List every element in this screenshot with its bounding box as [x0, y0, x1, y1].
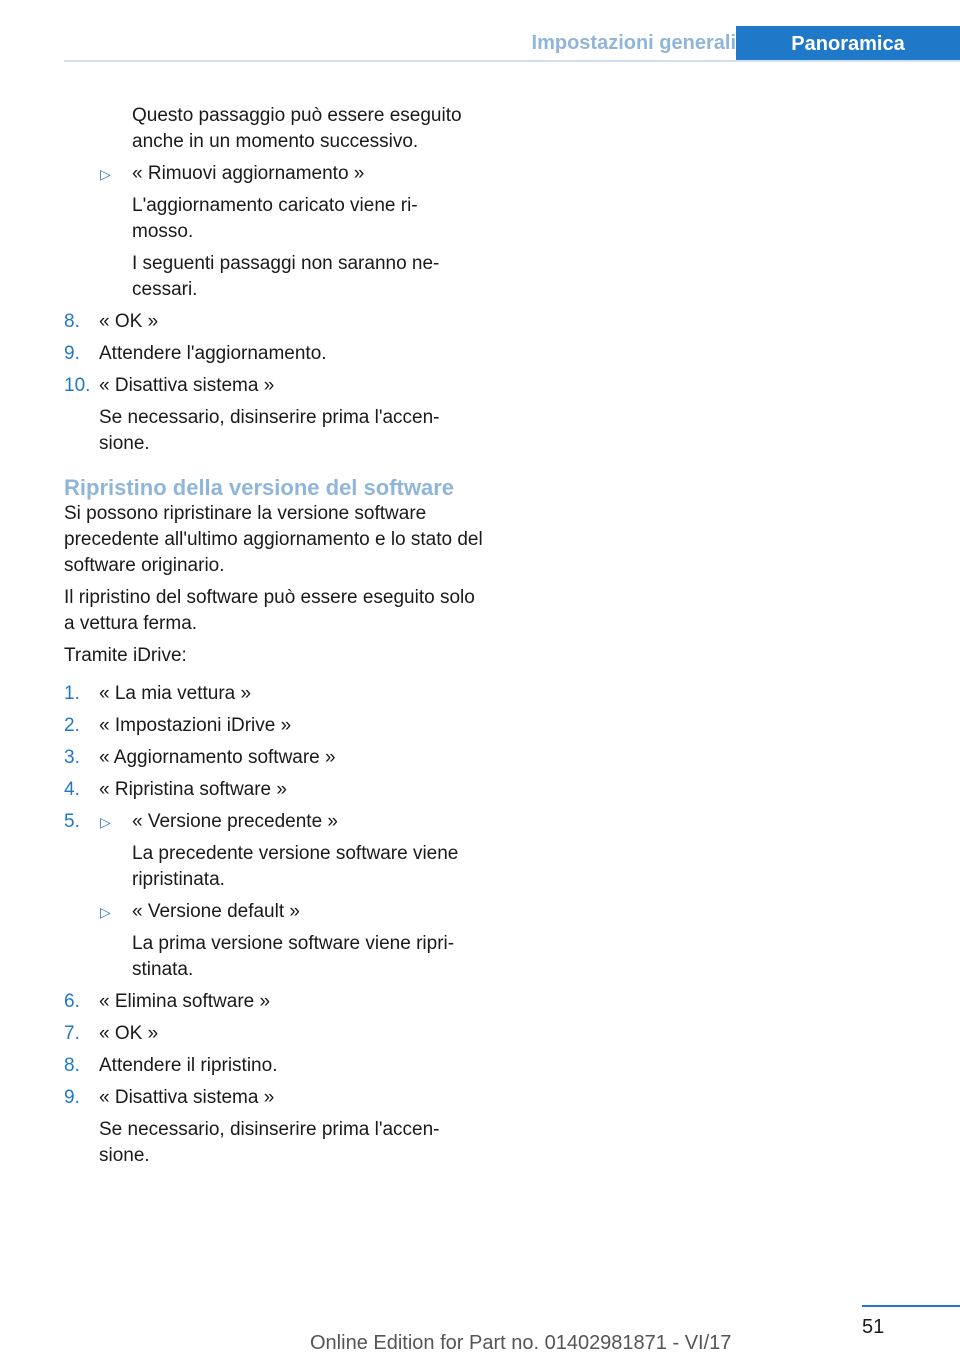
list-item: [64, 309, 484, 335]
list-item-note: [64, 405, 484, 457]
list-item: [64, 1053, 484, 1079]
step-number: 2.: [64, 715, 80, 736]
list-item: [64, 713, 484, 739]
list-item: [64, 989, 484, 1015]
step-number: 5.: [64, 811, 80, 832]
step-number: 6.: [64, 991, 80, 1012]
list-item: [64, 1021, 484, 1047]
step-label: « La mia vettura »: [99, 683, 252, 704]
step-number: 1.: [64, 683, 80, 704]
sub-option-text: [64, 251, 484, 303]
step-label: « Impostazioni iDrive »: [99, 715, 292, 736]
option-label: « Versione default »: [132, 901, 300, 922]
step-label: Attendere l'aggiornamento.: [99, 343, 327, 364]
page-content: [64, 103, 484, 1169]
sub-option-label: « Rimuovi aggiornamento »: [132, 163, 365, 184]
page-header: [64, 26, 960, 62]
footer-divider: [862, 1305, 960, 1307]
section-paragraph-1: Si possono ripristinare la versione software precedente all'ultimo aggiornamento e lo stato del software originario.: [64, 503, 483, 576]
header-chapter-tab: Panoramica: [736, 26, 960, 62]
step-number: 3.: [64, 747, 80, 768]
list-item: [64, 341, 484, 367]
section-heading: Ripristino della versione del software: [64, 475, 454, 500]
step-number: 8.: [64, 311, 80, 332]
list-item: [64, 1085, 484, 1111]
sub-option-text-2: I seguenti passaggi non saranno ne-cessari.: [132, 253, 440, 300]
option-text: [64, 841, 484, 893]
step-number: 9.: [64, 343, 80, 364]
list-item: [64, 809, 484, 835]
section-paragraph-2: Il ripristino del software può essere eseguito solo a vettura ferma.: [64, 587, 475, 634]
step-note: Se necessario, disinserire prima l'accen-sione.: [99, 1119, 440, 1166]
step-label: « Disattiva sistema »: [99, 1087, 275, 1108]
list-item: [64, 777, 484, 803]
triangle-bullet-icon: ▷: [100, 814, 111, 830]
list-item-note: [64, 1117, 484, 1169]
step-number: 7.: [64, 1023, 80, 1044]
sub-option-text: [64, 193, 484, 245]
step-number: 10.: [64, 375, 91, 396]
step-number: 8.: [64, 1055, 80, 1076]
sub-option-remove-update: [64, 161, 484, 187]
section-paragraph-3: Tramite iDrive:: [64, 645, 187, 666]
list-item: [64, 899, 484, 925]
option-description: La precedente versione software viene ripristinata.: [132, 843, 459, 890]
sub-option-text-1: L'aggiornamento caricato viene ri-mosso.: [132, 195, 418, 242]
triangle-bullet-icon: ▷: [100, 904, 111, 920]
step-note: Se necessario, disinserire prima l'accen-sione.: [99, 407, 440, 454]
step-label: « OK »: [99, 1023, 159, 1044]
page-number: 51: [862, 1316, 885, 1338]
edition-footer: Online Edition for Part no. 01402981871 - VI/17: [310, 1332, 732, 1354]
option-label: « Versione precedente »: [132, 811, 338, 832]
step-label: Attendere il ripristino.: [99, 1055, 278, 1076]
list-item: [64, 681, 484, 707]
option-text: [64, 931, 484, 983]
list-item: [64, 745, 484, 771]
step-label: « Aggiornamento software »: [99, 747, 336, 768]
continued-paragraph: Questo passaggio può essere eseguito anche in un momento successivo.: [132, 105, 462, 152]
list-item: [64, 373, 484, 399]
header-section-title: Impostazioni generali: [531, 32, 736, 54]
triangle-bullet-icon: ▷: [100, 166, 111, 182]
step-label: « Ripristina software »: [99, 779, 287, 800]
step-number: 4.: [64, 779, 80, 800]
step-number: 9.: [64, 1087, 80, 1108]
step-label: « Elimina software »: [99, 991, 271, 1012]
step-label: « Disattiva sistema »: [99, 375, 275, 396]
header-divider: [64, 60, 960, 62]
step-label: « OK »: [99, 311, 159, 332]
continued-text: [64, 103, 484, 155]
option-description: La prima versione software viene ripri-stinata.: [132, 933, 455, 980]
